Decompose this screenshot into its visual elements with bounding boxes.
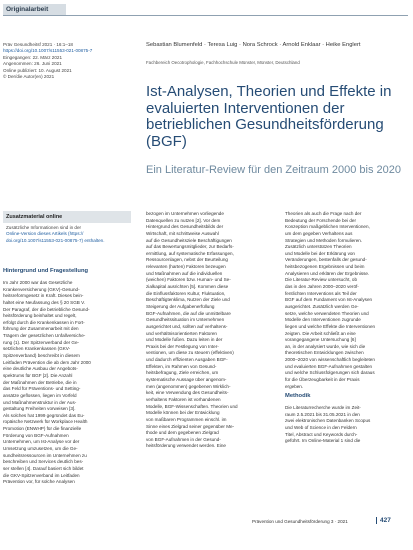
text-line: men (angenommen) gegebenen Wirklich- bbox=[146, 383, 231, 389]
text-line: gestaltung Freiheiten vorweisen [3]. bbox=[3, 406, 76, 412]
text-line: setzlichen Krankenkassen (GKV- bbox=[3, 346, 71, 352]
text-line: ropäische Netzwerk für Workplace Health bbox=[3, 419, 88, 425]
text-line: ausgerichtet und, sollten auf verhaltens- bbox=[146, 323, 228, 329]
text-line: und dadurch effizienten Ausgaben BGF- bbox=[146, 357, 228, 363]
text-line: Prävention vor, für solche Analysen bbox=[3, 479, 75, 485]
text-line: raum 2.5.2021 bis 31.05.2021 in den bbox=[285, 411, 360, 417]
text-line: vorangegangene Untersuchung [6] bbox=[285, 337, 356, 343]
supplementary-heading: Zusatzmaterial online bbox=[3, 211, 131, 223]
text-line: Die Literatur-Review untersucht, ob bbox=[285, 277, 358, 283]
text-line: und verhältnisorientierten Faktoren bbox=[146, 330, 217, 336]
meta-line: Angenommen: 26. Juni 2021 bbox=[3, 61, 62, 67]
text-line: und Web of Science in den Feldern bbox=[285, 424, 357, 430]
text-line: die Einflussfaktoren Kultur, Fluktuation, bbox=[146, 290, 226, 296]
text-line: und Modelle bei der Erklärung von bbox=[285, 250, 355, 256]
text-line: und evaluierten BGF-Aufnahmen gestalten bbox=[285, 363, 373, 369]
text-line: das in den Jahren 2000–2020 veröf- bbox=[285, 284, 359, 290]
supplementary-box bbox=[3, 211, 131, 254]
meta-line: © Der/die Autor(en) 2021 bbox=[3, 74, 55, 80]
supplementary-link[interactable]: Online-Version dieses Artikels (https:// bbox=[6, 231, 84, 237]
text-line: relevanten (harten) Faktoren bezeugen bbox=[146, 264, 226, 270]
text-line: zwei elektronischen Datenbanken Scopus bbox=[285, 418, 371, 424]
text-line: Theorien als auch die Frage nach der bbox=[285, 211, 362, 216]
text-column-2 bbox=[146, 211, 270, 450]
text-line: Modelle den Interventionen zugrunde bbox=[285, 317, 361, 323]
text-line: Sinne eines Zielgrad seiner gegenüber Me- bbox=[146, 423, 235, 429]
text-line: heitsbezogenen Ergebnissen und beim bbox=[285, 264, 365, 270]
text-line: ansätze geflossen, liegen im Vorfeld bbox=[3, 392, 77, 398]
text-line: setze, welche verwendeten Theorien und bbox=[285, 310, 369, 316]
text-line: Zusätzlich unterstützen Theorien bbox=[285, 244, 352, 250]
text-line: Hintergrund des Gesundheitsbilds der bbox=[146, 224, 224, 230]
text-line: Modelle können bei der Entwicklung bbox=[146, 410, 220, 416]
header-rule bbox=[3, 15, 408, 16]
text-line: beschreiben und Services deutlich bes- bbox=[3, 459, 84, 465]
text-line: zeigten. Die Arbeit schließt an eine bbox=[285, 330, 356, 336]
text-line: spektrums für BGF [2]. Die Anzahl bbox=[3, 372, 73, 378]
text-line: heitsbefragung, Ziele erreichen, um bbox=[146, 370, 219, 376]
text-line: heitsförderung verwendet werden. Eine bbox=[146, 443, 226, 449]
text-line: Spitzenverband) beschreibt in diesem bbox=[3, 353, 80, 359]
text-line: Strategien und Methoden formulieren. bbox=[285, 237, 363, 243]
text-line: das Feld für Präventions- und Setting- bbox=[3, 386, 81, 392]
text-line: Bedeutung der Forschende bei der bbox=[285, 217, 356, 223]
text-line: Die Literaturrecherche wurde im Zeit- bbox=[285, 405, 361, 410]
text-line: Analysieren und erklären der Ergebnisse. bbox=[285, 270, 370, 276]
affiliation: Fachbereich Oecotrophologie, Fachhochschule Münster, Münster, Deutschland bbox=[146, 60, 300, 65]
text-line: der Maßnahmen der Betriebe, die in bbox=[3, 379, 77, 385]
text-line: Veränderungen, bestenfalls der gesund- bbox=[285, 257, 367, 263]
text-line: um dem gegeben Verhaltens aus bbox=[285, 230, 353, 236]
text-line: geführt. Im Online-Material 1 sind die bbox=[285, 438, 361, 444]
text-line: die GKV-Spitzenverband im Leitfaden bbox=[3, 472, 80, 478]
text-line: auf das Bewertungsmitglieder, zur Bedarfs- bbox=[146, 244, 234, 250]
meta-line: Eingegangen: 22. März 2021 bbox=[3, 54, 62, 60]
text-line: Datenquellen zu nutzen [2]. Vor dem bbox=[146, 217, 221, 223]
text-line: ventionen, um diese zu steuern (effektiven) bbox=[146, 350, 234, 356]
text-line: rung (1). Der Spitzenverband der Ge- bbox=[3, 339, 80, 345]
text-line: fentlichten Interventions als Teil der bbox=[285, 290, 357, 296]
meta-line: Online publiziert: 10. August 2021 bbox=[3, 67, 72, 73]
article-type-tag: Originalarbeit bbox=[3, 4, 66, 15]
text-line: von BGF-Aufnahmen in der Gesund- bbox=[146, 436, 221, 442]
text-line: Als solches hat 1999 gegründet das Eu- bbox=[3, 412, 85, 418]
text-line: Gesundheitssituation im Unternehmen bbox=[146, 317, 225, 323]
text-line: 2000–2020 von wissenschaftlich begleiteten bbox=[285, 357, 375, 363]
text-line: Krankenversicherung (GKV)-Gesund- bbox=[3, 286, 80, 292]
supplementary-text bbox=[3, 223, 131, 246]
article-title: Ist-Analysen, Theorien und Effekte in evaluierten Interventionen der betrieblichen Gesundheitsförderung (BGF) bbox=[146, 83, 392, 150]
text-line: für die Überzeugbarkeit in der Praxis bbox=[285, 377, 360, 383]
text-line: Modelle, BGF-Wissenschaften. Theorien und bbox=[146, 403, 238, 409]
text-line: auf die Gesundheitsziele Beschäftigungen bbox=[146, 237, 232, 243]
text-line: und Maßnahmenstruktur in der Aus- bbox=[3, 399, 77, 405]
text-line: zialkapital ausrichten [5]. Kommen diese bbox=[146, 284, 229, 290]
text-line: heitsreformgesetz in Kraft. Dieses bein- bbox=[3, 293, 84, 299]
text-line: systematische Aussage über angenom- bbox=[146, 377, 227, 383]
text-line: und welche Schlussfolgerungen sich daraus bbox=[285, 370, 375, 376]
doi-link[interactable]: https://doi.org/10.1007/s11553-021-00875-7 bbox=[3, 48, 93, 54]
text-line: führung der Zusammenarbeit mit den bbox=[3, 326, 79, 332]
author-list: Sebastian Blumenfeld · Teresa Luig · Nora Schrock · Arnold Enklaar · Heike Englert bbox=[146, 42, 361, 48]
text-line: haltet eine Neufassung des § 20 SGB V. bbox=[3, 299, 86, 305]
text-line: von maßbaren Programmen einschl. im bbox=[146, 416, 227, 422]
text-line: Konzeption maßgeblichen Interventionen, bbox=[285, 224, 370, 230]
text-line: Der Paragraf, der die betriebliche Gesund- bbox=[3, 306, 90, 312]
text-line: Steigerung der Aufgabenerfüllung bbox=[146, 303, 215, 309]
text-line: keit, eine Verwendung des Gesundheits- bbox=[146, 390, 229, 396]
text-line: und Maßnahmen auf die individuellen bbox=[146, 270, 223, 276]
text-column-3-method bbox=[285, 405, 407, 445]
text-line: (weichen) Faktoren bzw. Human- und Se- bbox=[146, 277, 231, 283]
text-line: eine deutliche Ausbau der Angebots- bbox=[3, 366, 78, 372]
text-line: bezogen im Unternehmen vorliegende bbox=[146, 211, 224, 216]
text-line: Praxis bei der Festlegung von Inter- bbox=[146, 343, 219, 349]
supplementary-line: Zusätzliche Informationen sind in der bbox=[6, 225, 82, 230]
text-line: Förderung von BGF-Aufnahmen bbox=[3, 432, 69, 438]
section-heading-method: Methodik bbox=[285, 393, 311, 399]
text-line: an, in der analysiert wurde, wie sich die bbox=[285, 343, 366, 349]
text-line: ermittlung, auf systematische Erfassungen, bbox=[146, 250, 234, 256]
text-line: Beschäftigtenklima, Nutzen der Ziele und bbox=[146, 297, 230, 303]
text-line: Effekten, im Rahmen von Gesund- bbox=[146, 363, 217, 369]
text-line: BGF auf dem Fundament von Ist-Analysen bbox=[285, 297, 373, 303]
text-line: ergeben. bbox=[285, 383, 304, 389]
text-line: Im Jahr 2000 war das Gesetzliche bbox=[3, 280, 73, 285]
text-line: ser stellen [4]. Darauf basiert sich bildet bbox=[3, 465, 84, 471]
supplementary-line[interactable]: doi.org/10.1007/s11553-021-00875-7) enthalten. bbox=[6, 237, 105, 243]
text-column-1 bbox=[3, 280, 131, 486]
text-line: sundheitsressourcen im Unternehmen zu bbox=[3, 452, 87, 458]
text-line: ausgerichtet. Zusätzlich werden Ge- bbox=[285, 303, 359, 309]
text-line: verhaltens Faktoren ist vorhandenen bbox=[146, 396, 221, 402]
article-meta bbox=[3, 42, 131, 80]
text-line: Wirtschaft, mit schrittweise Auswahl bbox=[146, 230, 219, 236]
text-line: Umsetzung umzusetzen, um die Ge- bbox=[3, 446, 78, 452]
text-line: heitsförderung beinhaltet und regelt, bbox=[3, 313, 77, 319]
text-column-3 bbox=[285, 211, 407, 390]
text-line: Trägern der gesetzlichen Unfallversiche- bbox=[3, 333, 86, 339]
text-line: liegen und welche Effekte die Interventionen bbox=[285, 323, 376, 329]
text-line: Leitfaden Prävention die ab dem Jahr 2000 bbox=[3, 359, 91, 365]
page-number: 427 bbox=[376, 517, 391, 524]
section-heading-background: Hintergrund und Fragestellung bbox=[3, 268, 89, 274]
text-line: Titel, Abstract und Keywords durch- bbox=[285, 431, 358, 437]
text-line: Unternehmen, um Ist-Analyse vor der bbox=[3, 439, 80, 445]
text-line: thode und dem gegebenen Zielgrad bbox=[146, 430, 219, 436]
text-line: Promotion (ENWHP) für die finanzielle bbox=[3, 426, 82, 432]
text-line: theoretischen Entwicklungen zwischen bbox=[285, 350, 364, 356]
text-line: erfolgt durch die Krankenkassen in Fort- bbox=[3, 319, 85, 325]
article-subtitle: Ein Literatur-Review für den Zeitraum 2000 bis 2020 bbox=[146, 164, 401, 176]
journal-footer: Prävention und Gesundheitsförderung 3 · 2021 bbox=[252, 519, 348, 524]
meta-line: Präv Gesundheitsf 2021 · 16:1–18 bbox=[3, 42, 73, 47]
text-line: und Modelle fußen. Dazu leiten in der bbox=[146, 337, 223, 343]
text-line: Ressourcenlagen, nebst der Beurteilung bbox=[146, 257, 228, 263]
text-line: BGF-Aufnahmen, die auf die unmittelbare bbox=[146, 310, 231, 316]
